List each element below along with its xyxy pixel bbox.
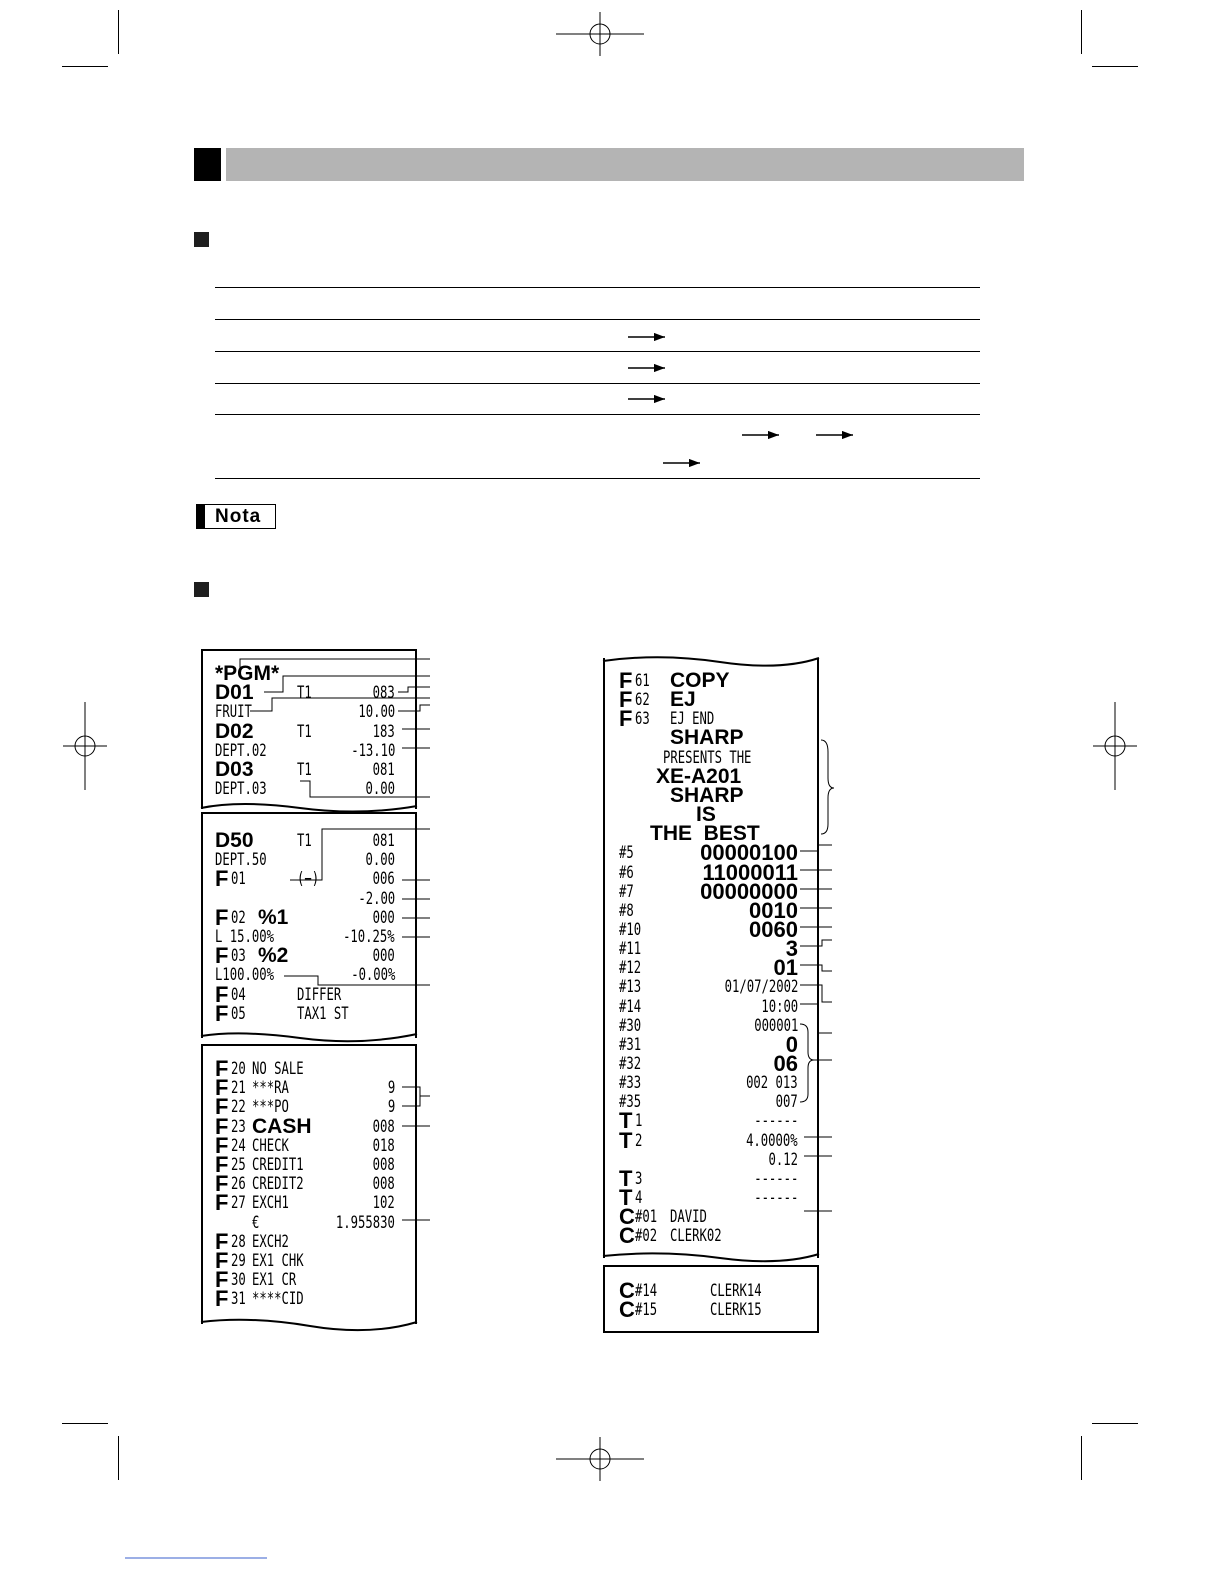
receipt-value: 018	[372, 1135, 395, 1156]
receipt-code: DEPT.02	[215, 740, 267, 761]
receipt-code: #35	[619, 1092, 642, 1113]
receipt-code: 24	[231, 1135, 246, 1156]
receipt-prefix: F	[215, 866, 229, 892]
receipt-label: CLERK14	[710, 1281, 762, 1301]
receipt-value: -10.25%	[343, 927, 395, 947]
receipt-value: 9	[387, 1097, 395, 1118]
receipt-value: 000	[372, 907, 395, 928]
receipt-prefix: F	[215, 943, 229, 969]
receipt-prefix: C	[619, 1204, 635, 1230]
receipt-code: 2	[635, 1130, 643, 1151]
receipt-prefix: F	[215, 904, 229, 930]
receipt-value: 083	[372, 683, 395, 704]
receipt-prefix: F	[619, 668, 633, 693]
receipt-value: ------	[753, 1188, 798, 1209]
receipt-code: #10	[619, 919, 642, 940]
receipt-prefix: T	[619, 1127, 633, 1153]
receipt-label: EXCH1	[252, 1193, 289, 1214]
receipt-value: 0010	[749, 897, 798, 923]
receipt-prefix: F	[215, 1228, 229, 1254]
receipt-value: 0.00	[365, 779, 395, 800]
receipt-label: EJ END	[670, 709, 715, 730]
receipt-label: SHARP	[670, 783, 744, 807]
receipt-code: D03	[215, 758, 254, 781]
receipt-label: IS	[696, 803, 716, 827]
receipt-code: 62	[635, 690, 650, 711]
note-label-text: Nota	[215, 506, 262, 527]
receipt-value: -0.00%	[350, 965, 395, 986]
receipt-code: 20	[231, 1059, 246, 1079]
receipt-code: #12	[619, 958, 642, 979]
receipt-value: 0.12	[768, 1149, 798, 1170]
receipt-label: SHARP	[670, 726, 744, 750]
receipt-code: DEPT.03	[215, 779, 267, 800]
receipt-value: 008	[372, 1174, 395, 1195]
receipt-label: TAX1 ST	[297, 1003, 349, 1024]
receipt-code: #13	[619, 977, 642, 998]
receipt-value: 007	[775, 1092, 798, 1113]
receipt-label: CLERK15	[710, 1300, 762, 1321]
receipt-code: 04	[231, 984, 246, 1005]
receipt-code: 27	[231, 1193, 246, 1214]
receipt-code: 21	[231, 1078, 246, 1099]
receipt-code: #15	[635, 1300, 658, 1321]
receipt-code: #33	[619, 1073, 642, 1094]
receipt-code: 61	[635, 671, 650, 691]
receipt-value: -2.00	[358, 888, 395, 909]
receipt-value: -13.10	[350, 740, 395, 761]
receipt-label: CLERK02	[670, 1226, 722, 1247]
receipt-label: CHECK	[252, 1135, 289, 1156]
receipt-code: 3	[635, 1168, 643, 1189]
receipt-label: CASH	[252, 1114, 312, 1138]
receipt-value: 3	[785, 936, 798, 962]
receipt-value: 01/07/2002	[724, 977, 798, 998]
receipt-code: 63	[635, 709, 650, 730]
receipt-value: 081	[372, 760, 395, 780]
receipt-code: #5	[619, 843, 634, 864]
receipt-value: 000	[372, 946, 395, 967]
receipt-label: NO SALE	[252, 1059, 304, 1079]
receipt-code: 30	[231, 1270, 246, 1291]
receipt-code: L 15.00%	[215, 927, 274, 947]
receipt-value: 01	[773, 955, 798, 981]
receipt-label: CREDIT1	[252, 1155, 304, 1175]
receipt-label: DIFFER	[297, 984, 342, 1005]
receipt-code: #14	[635, 1281, 658, 1301]
receipt-value: ------	[753, 1111, 798, 1132]
receipt-label: T1	[297, 831, 312, 851]
receipt-code: #31	[619, 1034, 642, 1055]
receipt-value: 0	[785, 1031, 798, 1057]
receipt-code: #02	[635, 1226, 658, 1247]
receipt-code: DEPT.50	[215, 850, 267, 871]
receipt-code: 02	[231, 907, 246, 928]
receipt-prefix: T	[619, 1185, 633, 1211]
receipt-prefix: C	[619, 1278, 635, 1303]
receipt-label: THE BEST	[650, 822, 760, 846]
receipt-prefix: T	[619, 1165, 633, 1191]
receipt-label: EX1 CHK	[252, 1251, 304, 1271]
receipt-value: 000001	[753, 1015, 798, 1036]
receipt-prefix: F	[619, 687, 633, 713]
receipt-value: 00000100	[700, 840, 798, 866]
receipt-label: T1	[297, 721, 312, 742]
receipt-code: L100.00%	[215, 965, 274, 986]
receipt-code: #6	[619, 862, 634, 883]
receipt-code: FRUIT	[215, 702, 252, 723]
receipt-prefix: F	[215, 1000, 229, 1026]
receipt-value: 1.955830	[336, 1212, 395, 1233]
receipt-label: ***PO	[252, 1097, 289, 1118]
receipt-label: EJ	[670, 688, 696, 712]
receipt-code: 31	[231, 1289, 246, 1310]
receipt-prefix: F	[619, 706, 633, 732]
receipt-label: ***RA	[252, 1078, 289, 1099]
receipt-value: 9	[387, 1078, 395, 1099]
receipt-label: COPY	[670, 669, 730, 692]
receipt-label: PRESENTS THE	[663, 747, 752, 768]
receipt-prefix: F	[215, 1094, 229, 1120]
receipt-label: %2	[258, 944, 289, 968]
receipt-code: 26	[231, 1174, 246, 1195]
receipt-value: 10:00	[761, 996, 798, 1017]
receipt-code: #01	[635, 1207, 658, 1228]
receipt-code: 28	[231, 1231, 246, 1252]
receipt-prefix: F	[215, 1171, 229, 1197]
receipt-value: 4.0000%	[746, 1130, 798, 1151]
receipt-value: 002 013	[746, 1073, 798, 1094]
receipt-code: 25	[231, 1155, 246, 1175]
receipt-label: T1	[297, 760, 312, 780]
receipt-code: 03	[231, 946, 246, 967]
receipt-code: #30	[619, 1015, 642, 1036]
receipt-code: 1	[635, 1111, 643, 1132]
receipt-value: 11000011	[702, 859, 798, 885]
receipt-prefix: C	[619, 1297, 635, 1323]
receipt-code: #11	[619, 939, 642, 960]
receipt-code: 29	[231, 1251, 246, 1271]
receipt-code: 22	[231, 1097, 246, 1118]
receipt-label: €	[252, 1212, 260, 1233]
receipt-prefix: F	[215, 1286, 229, 1312]
receipt-prefix: F	[215, 1113, 229, 1139]
receipt-label: DAVID	[670, 1207, 707, 1228]
receipt-value: 006	[372, 869, 395, 890]
receipt-prefix: F	[215, 1056, 229, 1081]
receipt-code: 4	[635, 1188, 643, 1209]
receipt-value: 008	[372, 1116, 395, 1137]
receipt-label: EXCH2	[252, 1231, 289, 1252]
receipt-value: 0.00	[365, 850, 395, 871]
receipt-prefix: F	[215, 981, 229, 1007]
receipt-label: CREDIT2	[252, 1174, 304, 1195]
receipt-prefix: F	[215, 1075, 229, 1101]
receipt-code: #32	[619, 1054, 642, 1074]
receipt-value: 102	[372, 1193, 395, 1214]
receipt-label: ****CID	[252, 1289, 304, 1310]
receipt-code: D02	[215, 719, 254, 743]
receipt-value: 00000000	[700, 878, 798, 904]
receipt-value: 10.00	[358, 702, 395, 723]
receipt-label: (−)	[297, 869, 320, 890]
receipt-label: XE-A201	[656, 764, 742, 788]
receipt-code: D01	[215, 681, 254, 705]
receipt-label: EX1 CR	[252, 1270, 297, 1291]
receipt-value: ------	[753, 1168, 798, 1189]
receipt-prefix: F	[215, 1132, 229, 1158]
receipt-prefix: F	[215, 1267, 229, 1293]
receipt-value: 183	[372, 721, 395, 742]
receipt-code: 23	[231, 1116, 246, 1137]
receipt-prefix: T	[619, 1108, 633, 1134]
receipt-label: T1	[297, 683, 312, 704]
receipt-code: 05	[231, 1003, 246, 1024]
receipt-value: 008	[372, 1155, 395, 1175]
receipt-label: %1	[258, 905, 289, 929]
receipt-prefix: F	[215, 1152, 229, 1177]
receipt-value: 06	[773, 1051, 798, 1076]
receipt-prefix: C	[619, 1223, 635, 1249]
receipt-prefix: F	[215, 1248, 229, 1273]
receipt-value: 0060	[749, 916, 798, 942]
receipt-code: 01	[231, 869, 246, 890]
receipt-prefix: F	[215, 1190, 229, 1216]
receipt-code: #8	[619, 900, 634, 921]
receipt-value: 081	[372, 831, 395, 851]
receipt-code: #7	[619, 881, 634, 902]
receipt-code: #14	[619, 996, 642, 1017]
receipt-code: D50	[215, 829, 254, 852]
receipt-code: *PGM*	[215, 662, 280, 685]
